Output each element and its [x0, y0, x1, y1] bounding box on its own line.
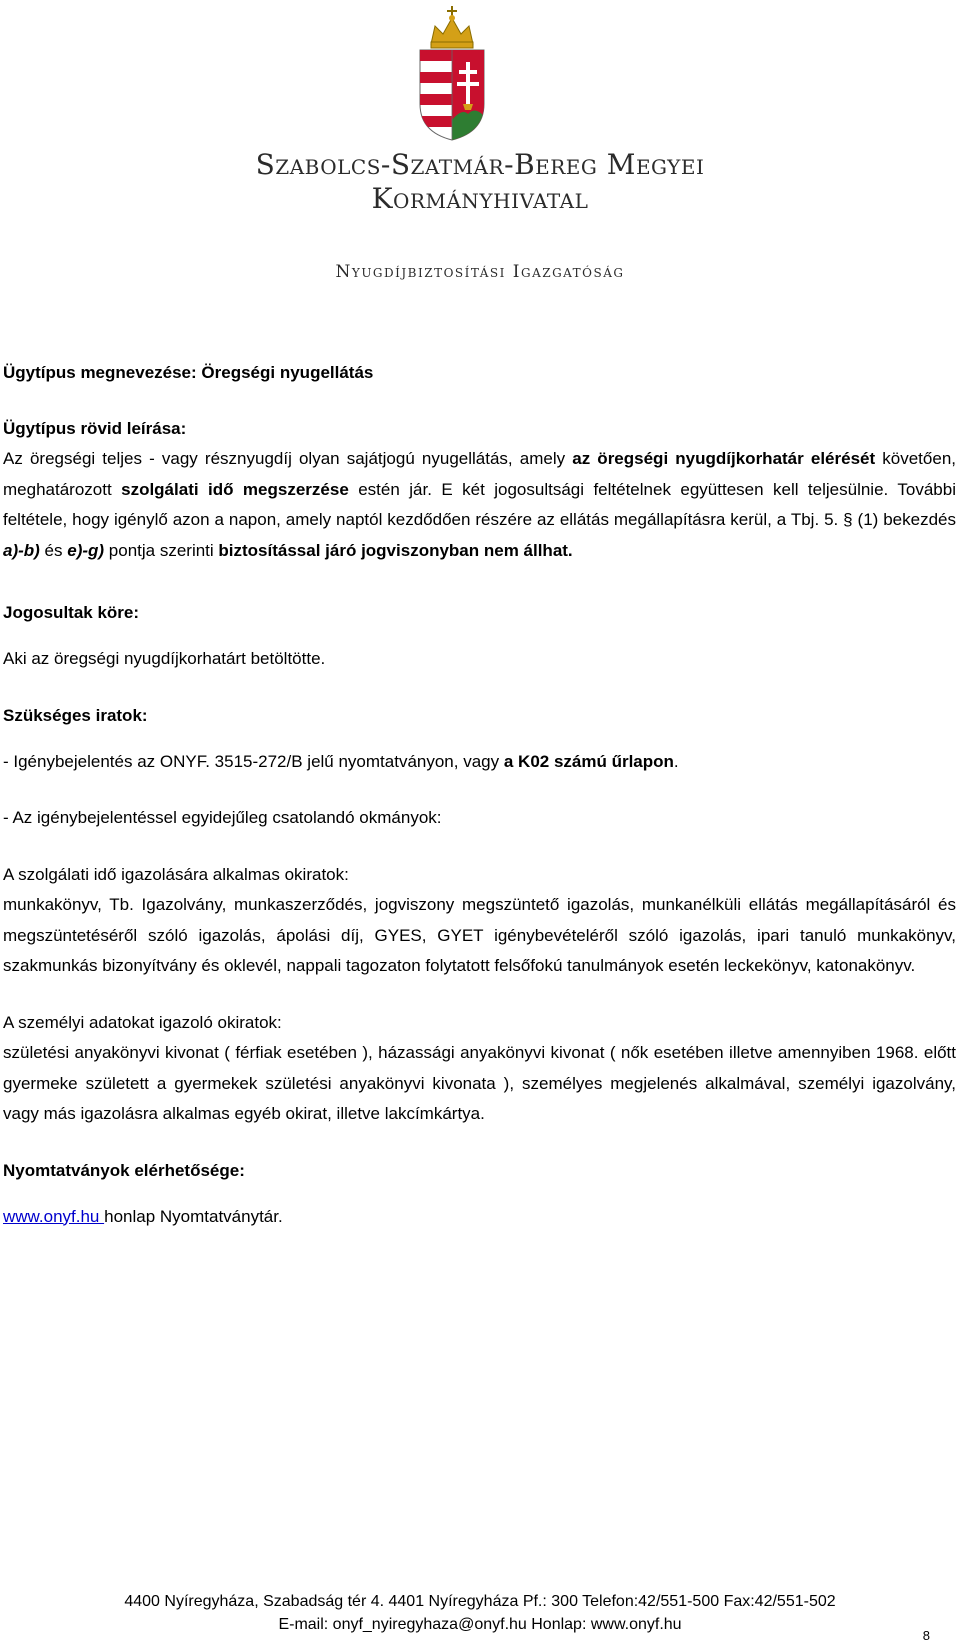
footer-address: 4400 Nyíregyháza, Szabadság tér 4. 4401 Nyíregyháza Pf.: 300 Telefon:42/551-500 Fax:42/551-502: [124, 1593, 836, 1610]
directorate-name: Nyugdíjbiztosítási Igazgatóság: [335, 262, 625, 282]
documents-heading: Szükséges iratok:: [3, 705, 148, 725]
onyf-link[interactable]: www.onyf.hu: [3, 1206, 105, 1226]
bold-italic-span: e)-g): [67, 540, 105, 560]
forms-heading: Nyomtatványok elérhetősége:: [3, 1160, 245, 1180]
text-span: pontja szerinti: [104, 540, 219, 560]
bold-italic-span: a)-b): [3, 540, 40, 560]
bold-span: szolgálati idő megszerzése: [121, 479, 349, 499]
case-type-value: Öregségi nyugellátás: [201, 363, 374, 382]
letterhead: [0, 0, 960, 290]
text-span: .: [673, 751, 679, 771]
hungarian-coat-of-arms-icon: [417, 4, 487, 142]
text-span: - Igénybejelentés az ONYF. 3515-272/B jelű nyomtatványon, vagy: [3, 751, 504, 771]
bold-span: biztosítással járó jogviszonyban nem állhat.: [218, 540, 573, 560]
short-description-heading: Ügytípus rövid leírása:: [3, 419, 187, 438]
footer: [0, 1590, 960, 1636]
short-description-text: [3, 444, 956, 566]
text-span: Az öregségi teljes - vagy résznyugdíj olyan sajátjogú nyugellátás, amely: [3, 449, 573, 468]
document-body: [3, 358, 956, 1232]
service-docs-text: munkakönyv, Tb. Igazolvány, munkaszerződés, jogviszony megszüntető igazolás, munkanélküli ellátás megállapításáról és megszüntetéséről szóló igazolás, ápolási díj, GYES, GYET igénybevételéről szóló igazolás, ipari tanuló munkakönyv, szakmunkás bizonyítvány és oklevél, nappali tagozaton folytatott felsőfokú tanulmányok esetén leckekönyv, katonakönyv.: [3, 895, 956, 975]
forms-text: [3, 1202, 956, 1233]
documents-item-1: [3, 747, 956, 778]
bold-span: a K02 számú űrlapon: [503, 751, 674, 771]
personal-docs-text: születési anyakönyvi kivonat ( férfiak esetében ), házassági anyakönyvi kivonat ( nők esetében illetve amennyiben 1968. előtt gyermeke született a gyermekek születési anyakönyvi kivonata ), személyes megjelenés alkalmával, személyi igazolvány, vagy más igazolásra alkalmas egyéb okirat, illetve lakcímkártya.: [3, 1043, 956, 1123]
text-span: honlap Nyomtatványtár.: [104, 1206, 283, 1226]
documents-item-2: - Az igénybejelentéssel egyidejűleg csatolandó okmányok:: [3, 808, 442, 827]
footer-contact: E-mail: onyf_nyiregyhaza@onyf.hu Honlap: www.onyf.hu: [278, 1616, 682, 1633]
page-number: 8: [922, 1628, 930, 1643]
case-type-title: [3, 358, 956, 388]
organization-name-line2: Kormányhivatal: [371, 182, 589, 215]
case-type-label: Ügytípus megnevezése:: [3, 363, 197, 382]
eligible-heading: Jogosultak köre:: [3, 603, 140, 622]
eligible-text: Aki az öregségi nyugdíjkorhatárt betöltötte.: [3, 649, 326, 668]
text-span: estén jár. E két jogosultsági feltételnek együttesen kell teljesülnie. További feltétele, hogy igénylő azon a napon, amely naptól kezdődően részére az ellátás megállapításra kerül, a Tbj. 5. § (1) bekezdés: [3, 479, 956, 529]
text-span: követően, meghatározott: [3, 449, 956, 499]
personal-docs-heading: A személyi adatokat igazoló okiratok:: [3, 1012, 282, 1032]
organization-name: Szabolcs-Szatmár-Bereg Megyei: [255, 148, 705, 181]
service-docs-heading: A szolgálati idő igazolására alkalmas okiratok:: [3, 864, 349, 884]
bold-span: az öregségi nyugdíjkorhatár elérését: [572, 449, 876, 468]
text-span: és: [39, 540, 68, 560]
